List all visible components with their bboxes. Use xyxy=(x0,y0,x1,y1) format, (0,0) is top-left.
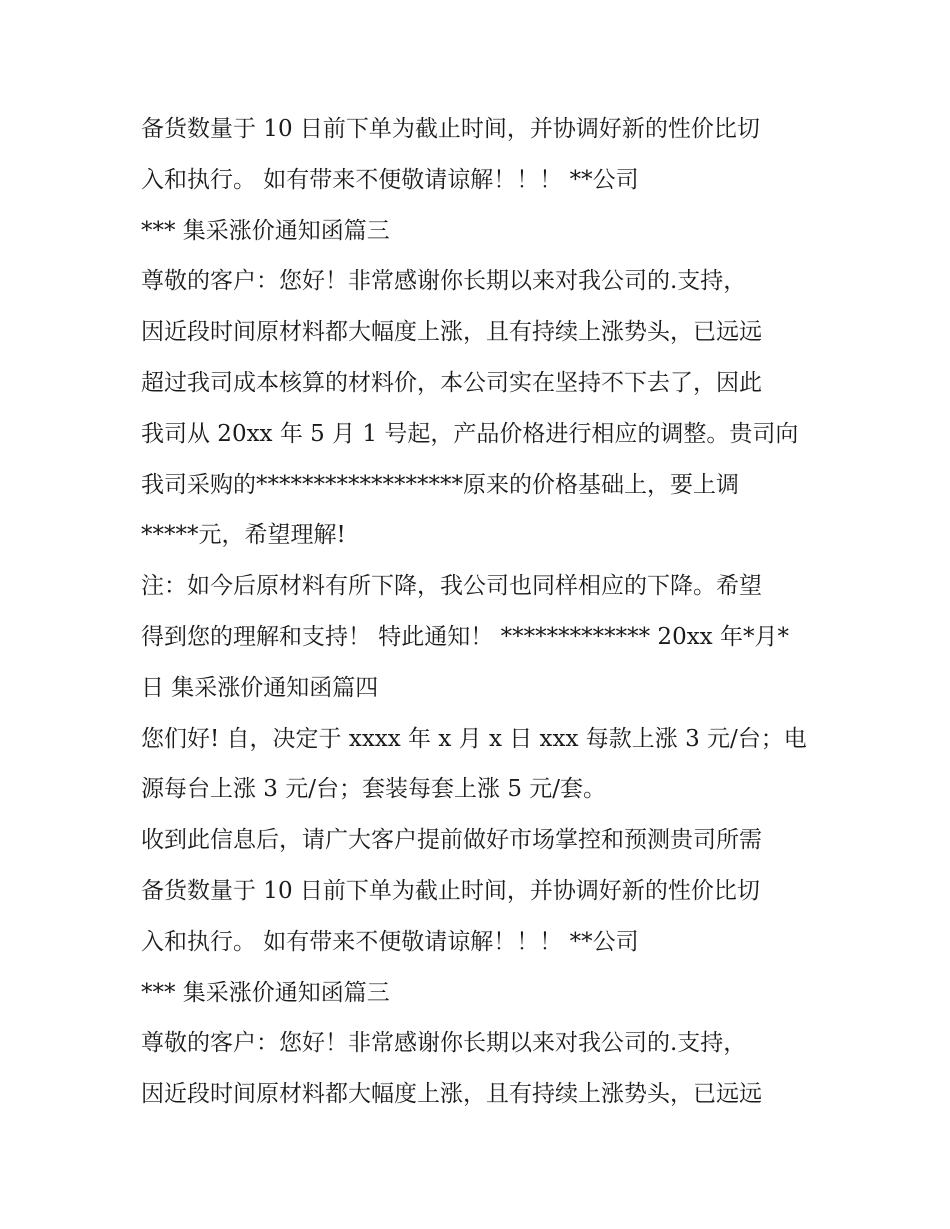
text-line: 超过我司成本核算的材料价，本公司实在坚持不下去了，因此 xyxy=(141,369,762,396)
section-heading: *** 集采涨价通知函篇三 xyxy=(141,979,390,1006)
text-line: 源每台上涨 3 元/台；套装每套上涨 5 元/套。 xyxy=(141,776,607,803)
text-line: 备货数量于 10 日前下单为截止时间，并协调好新的性价比切 xyxy=(141,877,760,904)
text-line: 因近段时间原材料都大幅度上涨，且有持续上涨势头，已远远 xyxy=(141,1081,762,1108)
text-line: 备货数量于 10 日前下单为截止时间，并协调好新的性价比切 xyxy=(141,116,760,142)
section-heading: *** 集采涨价通知函篇三 xyxy=(141,217,390,244)
section-heading: 日 集采涨价通知函篇四 xyxy=(141,674,379,701)
text-line: *****元，希望理解! xyxy=(141,522,346,549)
text-line: 您们好! 自，决定于 xxxx 年 x 月 x 日 xxx 每款上涨 3 元/台；电 xyxy=(141,725,807,752)
document-body xyxy=(141,104,831,1120)
text-line: 入和执行。 如有带来不便敬请谅解！！！ **公司 xyxy=(141,928,639,955)
text-line: 收到此信息后，请广大客户提前做好市场掌控和预测贵司所需 xyxy=(141,827,762,854)
text-line: 我司采购的******************原来的价格基础上，要上调 xyxy=(141,471,739,498)
text-line: 注：如今后原材料有所下降，我公司也同样相应的下降。希望 xyxy=(141,573,762,600)
text-line: 得到您的理解和支持！ 特此通知！ ************* 20xx 年*月* xyxy=(141,623,789,650)
text-line: 因近段时间原材料都大幅度上涨，且有持续上涨势头，已远远 xyxy=(141,319,762,346)
text-line: 入和执行。 如有带来不便敬请谅解！！！ **公司 xyxy=(141,166,639,193)
text-line: 我司从 20xx 年 5 月 1 号起，产品价格进行相应的调整。贵司向 xyxy=(141,420,799,447)
text-line: 尊敬的客户：您好！非常感谢你长期以来对我公司的.支持， xyxy=(141,268,747,295)
text-line: 尊敬的客户：您好！非常感谢你长期以来对我公司的.支持， xyxy=(141,1030,747,1057)
